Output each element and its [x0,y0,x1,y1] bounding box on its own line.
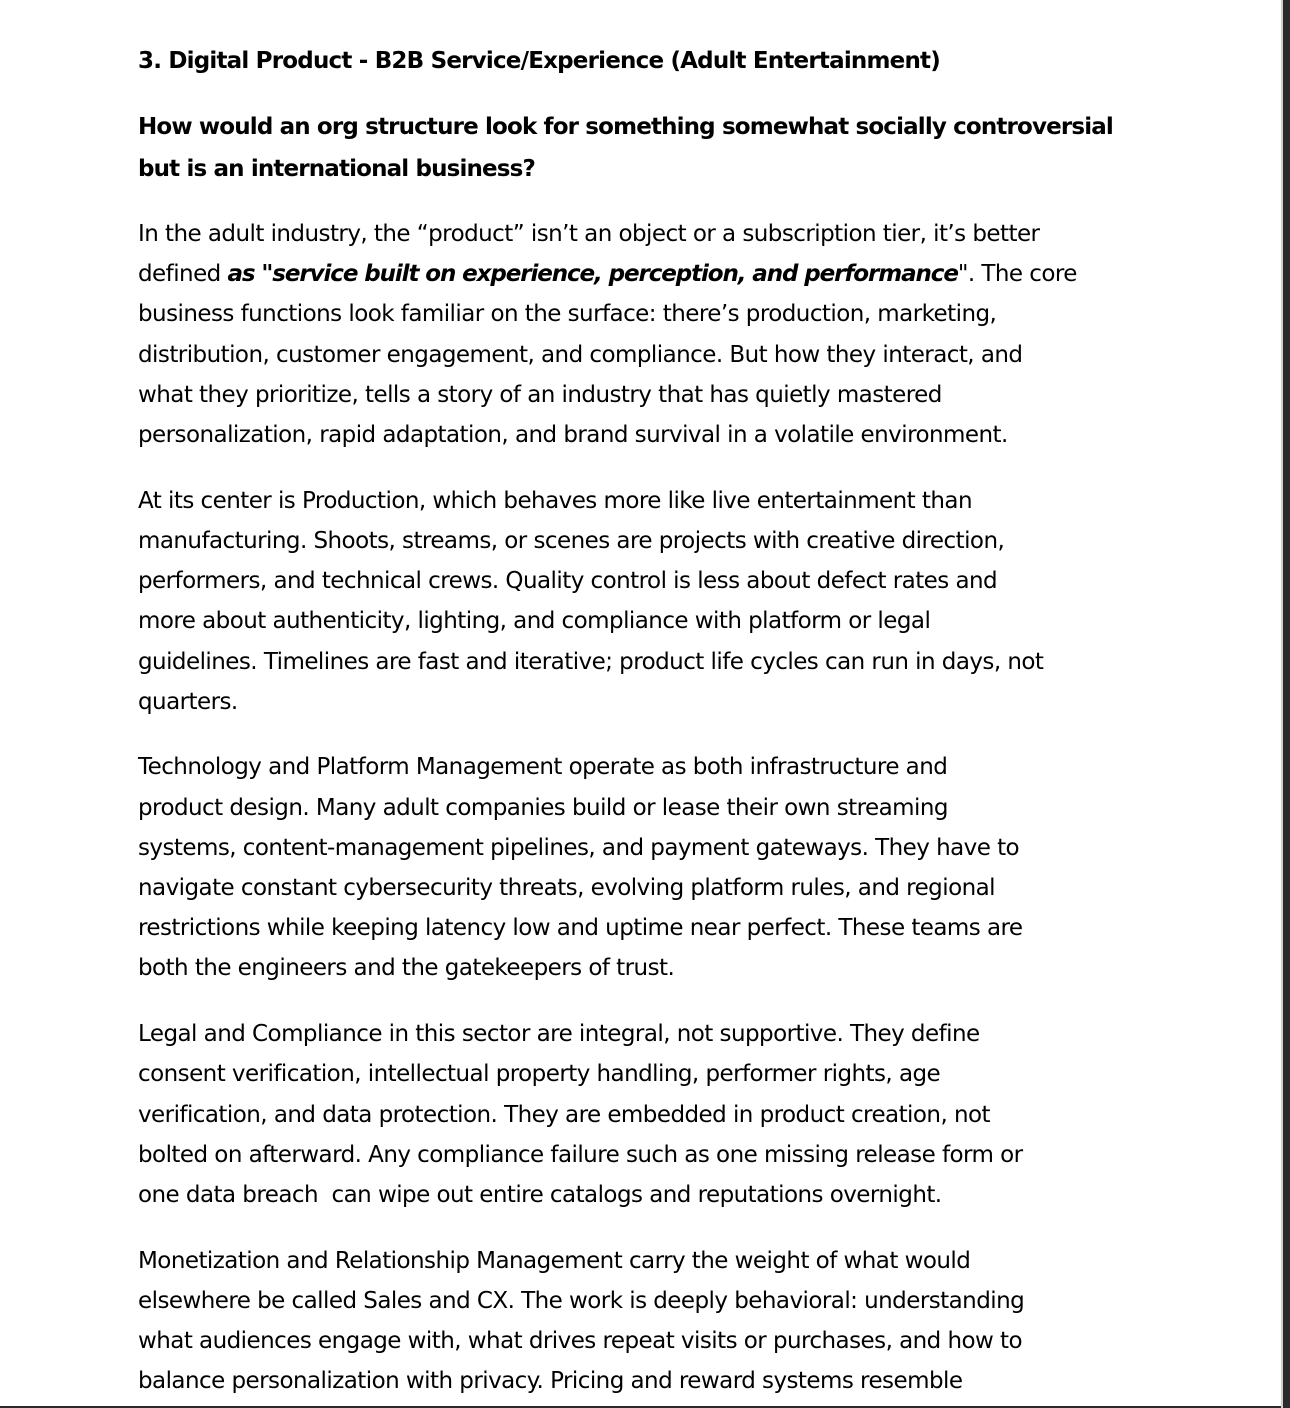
section-heading: 3. Digital Product - B2B Service/Experience (Adult Entertainment) [138,48,940,74]
question-heading [138,106,1113,190]
paragraph-line-with-emphasis [138,254,1098,294]
paragraph-line: both the engineers and the gatekeepers of trust. [138,955,675,982]
paragraph-line: bolted on afterward. Any compliance failure such as one missing release form or [138,1141,1023,1168]
paragraph-line: consent verification, intellectual property handling, performer rights, age [138,1061,941,1088]
paragraph-line: verification, and data protection. They are embedded in product creation, not [138,1101,990,1128]
paragraph-line: manufacturing. Shoots, streams, or scenes are projects with creative direction, [138,527,1005,554]
paragraph-line: restrictions while keeping latency low and uptime near perfect. These teams are [138,915,1023,942]
paragraph-line: navigate constant cybersecurity threats, evolving platform rules, and regional [138,875,995,902]
question-line: How would an org structure look for something somewhat socially controversial [138,114,1113,140]
question-line: but is an international business? [138,156,535,182]
paragraph-line: business functions look familiar on the surface: there’s production, marketing, [138,301,997,328]
paragraph-line: guidelines. Timelines are fast and iterative; product life cycles can run in days, not [138,648,1044,675]
paragraph-line: distribution, customer engagement, and compliance. But how they interact, and [138,341,1023,368]
paragraph-monetization [138,1241,1098,1402]
paragraph-line: Legal and Compliance in this sector are integral, not supportive. They define [138,1021,980,1048]
vertical-scrollbar[interactable] [1281,0,1290,1408]
paragraph-line: what audiences engage with, what drives repeat visits or purchases, and how to [138,1328,1023,1355]
paragraph-technology [138,747,1098,988]
paragraph-line: quarters. [138,688,238,715]
paragraph-production [138,481,1098,722]
paragraph-line: Monetization and Relationship Management carry the weight of what would [138,1247,971,1274]
paragraph-line: In the adult industry, the “product” isn’t an object or a subscription tier, it’s better [138,221,1040,247]
line-text: ". The core [957,261,1077,288]
paragraph-product-definition [138,214,1098,455]
scrollbar-edge [1281,0,1283,1408]
paragraph-line: balance personalization with privacy. Pricing and reward systems resemble [138,1368,963,1395]
paragraph-legal-compliance [138,1014,1098,1215]
emphasized-phrase: as "service built on experience, perception, and performance [227,261,958,288]
paragraph-line: more about authenticity, lighting, and compliance with platform or legal [138,608,931,635]
paragraph-line: systems, content-management pipelines, and payment gateways. They have to [138,834,1020,861]
line-text: defined [138,261,228,288]
paragraph-line: what they prioritize, tells a story of an industry that has quietly mastered [138,381,942,408]
paragraph-line: one data breach can wipe out entire catalogs and reputations overnight. [138,1181,942,1208]
document-body [138,40,1113,1408]
paragraph-line: performers, and technical crews. Quality control is less about defect rates and [138,568,998,595]
paragraph-line: personalization, rapid adaptation, and brand survival in a volatile environment. [138,422,1008,449]
paragraph-line: product design. Many adult companies build or lease their own streaming [138,794,948,821]
paragraph-line: elsewhere be called Sales and CX. The work is deeply behavioral: understanding [138,1287,1025,1314]
paragraph-line: At its center is Production, which behaves more like live entertainment than [138,487,972,514]
paragraph-line: Technology and Platform Management operate as both infrastructure and [138,754,948,781]
